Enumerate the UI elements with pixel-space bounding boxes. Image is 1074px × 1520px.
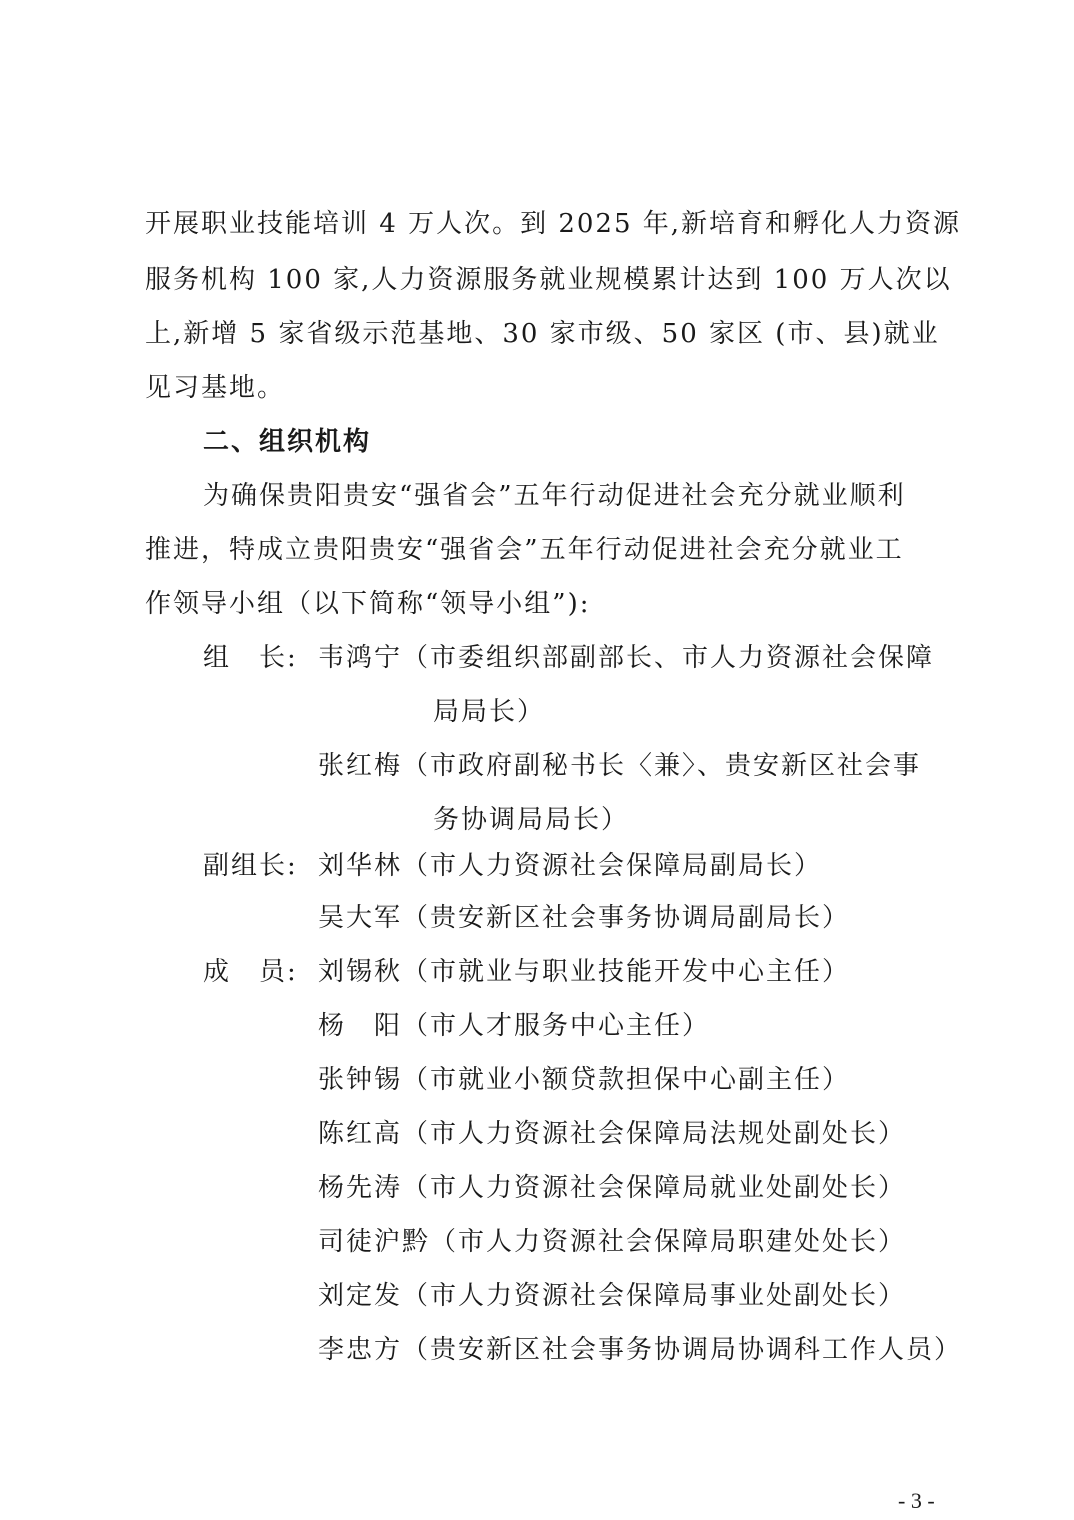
leader-entry: 韦鸿宁（市委组织部副部长、市人力资源社会保障	[318, 643, 935, 673]
paragraph-line: 服务机构 100 家,人力资源服务就业规模累计达到 100 万人次以	[145, 265, 952, 295]
member-entry: 刘锡秋（市就业与职业技能开发中心主任）	[318, 957, 851, 987]
paragraph-line: 开展职业技能培训 4 万人次。到 2025 年,新培育和孵化人力资源	[145, 209, 962, 239]
leader-label: 组 长:	[203, 643, 298, 673]
deputy-entry: 吴大军（贵安新区社会事务协调局副局长）	[318, 903, 851, 933]
member-entry: 司徒沪黔（市人力资源社会保障局职建处处长）	[318, 1227, 907, 1257]
page-number: - 3 -	[898, 1488, 935, 1513]
member-entry: 杨先涛（市人力资源社会保障局就业处副处长）	[318, 1173, 907, 1203]
leader-entry-continuation: 务协调局局长）	[433, 805, 630, 835]
member-entry: 张钟锡（市就业小额贷款担保中心副主任）	[318, 1065, 851, 1095]
member-entry: 杨 阳（市人才服务中心主任）	[318, 1011, 711, 1041]
leader-entry: 张红梅（市政府副秘书长〈兼〉、贵安新区社会事	[318, 751, 922, 781]
member-entry: 李忠方（贵安新区社会事务协调局协调科工作人员）	[318, 1335, 963, 1365]
paragraph-line: 见习基地。	[145, 373, 286, 403]
leader-entry-continuation: 局局长）	[433, 697, 546, 727]
member-entry: 陈红高（市人力资源社会保障局法规处副处长）	[318, 1119, 907, 1149]
paragraph-line: 上,新增 5 家省级示范基地、30 家市级、50 家区 (市、县)就业	[145, 319, 940, 349]
member-label: 成 员:	[203, 957, 298, 987]
section-heading: 二、组织机构	[203, 427, 372, 457]
deputy-label: 副组长:	[203, 851, 298, 881]
member-entry: 刘定发（市人力资源社会保障局事业处副处长）	[318, 1281, 907, 1311]
paragraph-line: 推进，特成立贵阳贵安“强省会”五年行动促进社会充分就业工	[145, 535, 904, 565]
deputy-entry: 刘华林（市人力资源社会保障局副局长）	[318, 851, 823, 881]
paragraph-line: 作领导小组（以下简称“领导小组”):	[145, 589, 591, 619]
paragraph-line: 为确保贵阳贵安“强省会”五年行动促进社会充分就业顺利	[203, 481, 906, 511]
